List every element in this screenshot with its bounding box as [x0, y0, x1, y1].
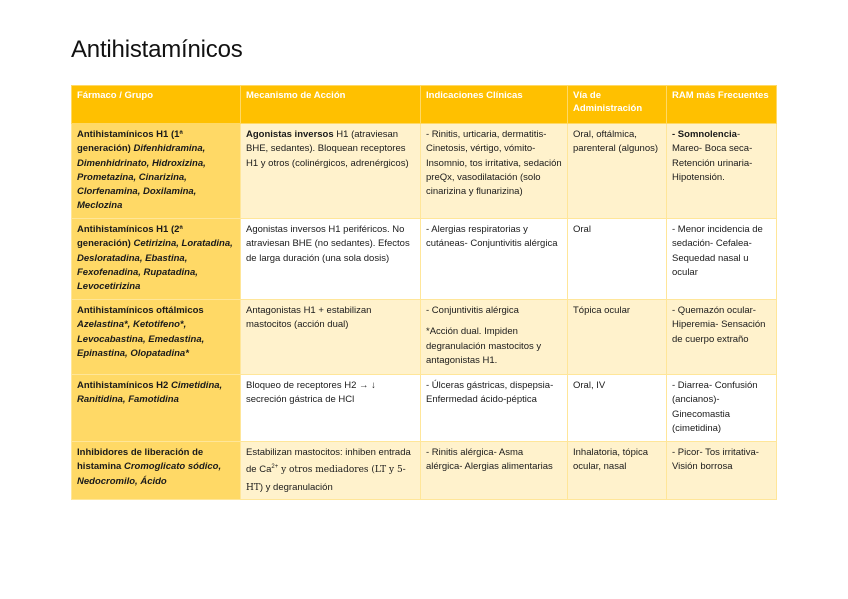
header-route: Vía de Administración — [568, 86, 667, 124]
mechanism-bold: Agonistas inversos — [246, 129, 334, 140]
adverse-text: - Mareo- Boca seca- Retención urinaria- Hipotensión. — [672, 129, 753, 183]
page-title: Antihistamínicos — [71, 36, 243, 63]
drug-group-cell — [72, 300, 241, 375]
indications-cell: - Alergias respiratorias y cutáneas- Conjuntivitis alérgica — [421, 219, 568, 300]
adverse-bold: - Somnolencia — [672, 129, 737, 140]
header-indications: Indicaciones Clínicas — [421, 86, 568, 124]
group-name: Antihistamínicos H1 (1ª generación) — [77, 129, 183, 155]
group-drugs: Cromoglicato sódico, Nedocromilo, Ácido — [77, 461, 222, 487]
group-name: Antihistamínicos H2 — [77, 380, 169, 391]
indications-cell: - Rinitis, urticaria, dermatitis- Cinetosis, vértigo, vómito- Insomnio, tos irritativa, sedación preQx, vasodilatación (solo cinarizina y flunarizina) — [421, 124, 568, 219]
adverse-reactions-cell — [667, 124, 777, 219]
indications-note: *Acción dual. Impiden degranulación mastocitos y antagonistas H1. — [426, 326, 542, 366]
mechanism-cell: Antagonistas H1 + estabilizan mastocitos (acción dual) — [241, 300, 421, 375]
group-drugs: Cetirizina, Loratadina, Desloratadina, Ebastina, Fexofenadina, Rupatadina, Levocetirizina — [77, 238, 233, 293]
mechanism-cell: Agonistas inversos H1 periféricos. No atraviesan BHE (no sedantes). Efectos de larga duración (una sola dosis) — [241, 219, 421, 300]
route-cell: Tópica ocular — [568, 300, 667, 375]
header-mechanism: Mecanismo de Acción — [241, 86, 421, 124]
mechanism-cell — [241, 124, 421, 219]
table-row — [72, 124, 777, 219]
mechanism-text-end: ) y degranulación — [259, 481, 333, 493]
route-cell: Oral, oftálmica, parenteral (algunos) — [568, 124, 667, 219]
group-drugs: Azelastina*, Ketotifeno*, Levocabastina, Emedastina, Epinastina, Olopatadina* — [77, 319, 205, 359]
indications-cell — [421, 300, 568, 375]
drug-group-cell — [72, 375, 241, 442]
route-cell: Inhalatoria, tópica ocular, nasal — [568, 442, 667, 500]
indications-text: - Conjuntivitis alérgica — [426, 305, 519, 316]
mechanism-cell: Bloqueo de receptores H2 → ↓ secreción gástrica de HCl — [241, 375, 421, 442]
header-adverse-reactions: RAM más Frecuentes — [667, 86, 777, 124]
group-drugs: Difenhidramina, Dimenhidrinato, Hidroxizina, Prometazina, Cinarizina, Clorfenamina, Doxilamina, Meclozina — [77, 143, 206, 212]
drug-group-cell — [72, 219, 241, 300]
indications-cell: - Rinitis alérgica- Asma alérgica- Alergias alimentarias — [421, 442, 568, 500]
group-name: Antihistamínicos oftálmicos — [77, 305, 204, 316]
table-row — [72, 219, 777, 300]
mechanism-text: Estabilizan mastocitos: inhiben entrada de Ca — [246, 447, 411, 476]
group-name: Antihistamínicos H1 (2ª generación) — [77, 224, 183, 250]
drug-group-cell — [72, 442, 241, 500]
mechanism-text-serif: y otros mediadores (LT y 5-HT — [246, 465, 406, 493]
indications-cell: - Úlceras gástricas, dispepsia- Enfermedad ácido-péptica — [421, 375, 568, 442]
mechanism-text: H1 (atraviesan BHE, sedantes). Bloquean receptores H1 y otros (colinérgicos, adrenérgicos) — [246, 129, 409, 169]
group-drugs: Cimetidina, Ranitidina, Famotidina — [77, 380, 223, 406]
drug-group-cell — [72, 124, 241, 219]
table-row — [72, 442, 777, 500]
adverse-reactions-cell: - Quemazón ocular- Hiperemia- Sensación de cuerpo extraño — [667, 300, 777, 375]
superscript: 2+ — [271, 464, 279, 471]
adverse-reactions-cell: - Picor- Tos irritativa- Visión borrosa — [667, 442, 777, 500]
adverse-reactions-cell: - Menor incidencia de sedación- Cefalea- Sequedad nasal u ocular — [667, 219, 777, 300]
route-cell: Oral, IV — [568, 375, 667, 442]
group-name: Inhibidores de liberación de histamina — [77, 447, 204, 473]
table-row — [72, 300, 777, 375]
antihistamines-table — [71, 85, 777, 500]
adverse-reactions-cell: - Diarrea- Confusión (ancianos)- Ginecomastia (cimetidina) — [667, 375, 777, 442]
header-drug-group: Fármaco / Grupo — [72, 86, 241, 124]
table-row — [72, 375, 777, 442]
table-header-row — [72, 86, 777, 124]
mechanism-cell — [241, 442, 421, 500]
route-cell: Oral — [568, 219, 667, 300]
